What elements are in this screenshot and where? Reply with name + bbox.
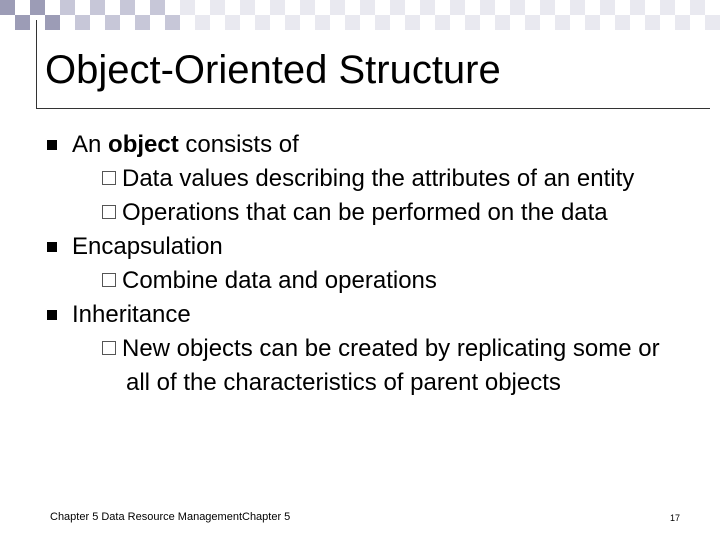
checker-cell <box>495 0 510 15</box>
checker-cell <box>90 15 105 30</box>
checker-cell <box>660 0 675 15</box>
checker-cell <box>195 0 210 15</box>
checker-cell <box>225 0 240 15</box>
bullet-list <box>40 128 690 400</box>
checker-cell <box>195 15 210 30</box>
slide-footer: Chapter 5 Data Resource ManagementChapter 5 <box>50 511 291 523</box>
checker-cell <box>270 0 285 15</box>
checker-cell <box>420 0 435 15</box>
sub-bullet-item <box>64 332 690 400</box>
bullet-text: Encapsulation <box>72 233 223 260</box>
sub-bullet-item <box>64 264 690 298</box>
checker-cell <box>30 0 45 15</box>
checker-cell <box>525 0 540 15</box>
bullet-item <box>40 128 690 162</box>
square-bullet-icon <box>47 242 57 252</box>
checker-cell <box>525 15 540 30</box>
checker-cell <box>570 15 585 30</box>
checker-cell <box>555 0 570 15</box>
checker-cell <box>285 0 300 15</box>
checker-cell <box>150 15 165 30</box>
checker-cell <box>255 15 270 30</box>
checker-cell <box>390 15 405 30</box>
checker-cell <box>315 15 330 30</box>
checker-cell <box>510 0 525 15</box>
checker-cell <box>435 0 450 15</box>
checker-cell <box>210 0 225 15</box>
bullet-item <box>40 230 690 264</box>
bullet-text-bold: object <box>108 131 179 158</box>
checker-cell <box>630 0 645 15</box>
bullet-text: Inheritance <box>72 301 191 328</box>
checker-cell <box>375 15 390 30</box>
checker-cell <box>165 15 180 30</box>
checker-cell <box>90 0 105 15</box>
checker-cell <box>585 0 600 15</box>
checker-cell <box>45 0 60 15</box>
checker-cell <box>540 15 555 30</box>
checker-cell <box>120 0 135 15</box>
checker-cell <box>390 0 405 15</box>
bullet-text-suffix: consists of <box>178 131 299 158</box>
checker-cell <box>660 15 675 30</box>
checker-cell <box>240 15 255 30</box>
checker-cell <box>15 15 30 30</box>
hollow-square-bullet-icon <box>102 273 116 287</box>
checker-cell <box>15 0 30 15</box>
checker-cell <box>150 0 165 15</box>
sub-bullet-text: Operations that can be performed on the data <box>122 199 608 226</box>
checker-cell <box>690 0 705 15</box>
checker-cell <box>180 0 195 15</box>
sub-bullet-text: Combine data and operations <box>122 267 437 294</box>
checker-cell <box>300 15 315 30</box>
checker-cell <box>105 15 120 30</box>
checker-cell <box>540 0 555 15</box>
bullet-text-prefix: An <box>72 131 109 158</box>
hollow-square-bullet-icon <box>102 205 116 219</box>
checker-cell <box>510 15 525 30</box>
slide-title: Object-Oriented Structure <box>45 48 501 92</box>
checker-cell <box>225 15 240 30</box>
checker-cell <box>300 0 315 15</box>
checker-cell <box>630 15 645 30</box>
sub-bullet-text: Data values describing the attributes of an entity <box>122 165 635 192</box>
checker-cell <box>615 15 630 30</box>
checker-cell <box>690 15 705 30</box>
checker-cell <box>675 15 690 30</box>
checker-cell <box>360 15 375 30</box>
checker-cell <box>420 15 435 30</box>
checker-cell <box>675 0 690 15</box>
sub-bullet-text: New objects can be created by replicating some or all of the characteristics of parent objects <box>122 335 660 396</box>
checker-cell <box>405 15 420 30</box>
checker-cell <box>315 0 330 15</box>
checker-cell <box>435 15 450 30</box>
checker-cell <box>600 0 615 15</box>
checker-cell <box>405 0 420 15</box>
checker-cell <box>345 15 360 30</box>
checker-cell <box>240 0 255 15</box>
decorative-checker-strip <box>0 0 720 30</box>
bullet-item <box>40 298 690 332</box>
checker-cell <box>135 15 150 30</box>
checker-cell <box>60 15 75 30</box>
checker-cell <box>480 15 495 30</box>
checker-cell <box>165 0 180 15</box>
checker-cell <box>645 15 660 30</box>
checker-cell <box>375 0 390 15</box>
checker-cell <box>255 0 270 15</box>
hollow-square-bullet-icon <box>102 341 116 355</box>
checker-cell <box>600 15 615 30</box>
checker-cell <box>705 0 720 15</box>
checker-cell <box>135 0 150 15</box>
checker-cell <box>60 0 75 15</box>
sub-bullet-item <box>64 162 690 196</box>
sub-bullet-item <box>64 196 690 230</box>
checker-cell <box>345 0 360 15</box>
checker-cell <box>180 15 195 30</box>
checker-cell <box>360 0 375 15</box>
checker-cell <box>120 15 135 30</box>
checker-cell <box>0 0 15 15</box>
checker-cell <box>645 0 660 15</box>
checker-cell <box>585 15 600 30</box>
title-left-rule <box>36 20 37 108</box>
checker-cell <box>570 0 585 15</box>
square-bullet-icon <box>47 310 57 320</box>
checker-cell <box>105 0 120 15</box>
checker-cell <box>30 15 45 30</box>
checker-cell <box>285 15 300 30</box>
checker-cell <box>465 15 480 30</box>
checker-cell <box>450 15 465 30</box>
checker-cell <box>0 15 15 30</box>
checker-cell <box>450 0 465 15</box>
checker-cell <box>705 15 720 30</box>
checker-cell <box>465 0 480 15</box>
checker-cell <box>75 0 90 15</box>
title-underline <box>36 108 710 109</box>
checker-cell <box>495 15 510 30</box>
checker-cell <box>555 15 570 30</box>
checker-cell <box>45 15 60 30</box>
page-number: 17 <box>669 513 680 523</box>
checker-cell <box>75 15 90 30</box>
hollow-square-bullet-icon <box>102 171 116 185</box>
checker-cell <box>615 0 630 15</box>
checker-cell <box>210 15 225 30</box>
checker-cell <box>330 15 345 30</box>
checker-cell <box>270 15 285 30</box>
checker-cell <box>480 0 495 15</box>
square-bullet-icon <box>47 140 57 150</box>
checker-cell <box>330 0 345 15</box>
